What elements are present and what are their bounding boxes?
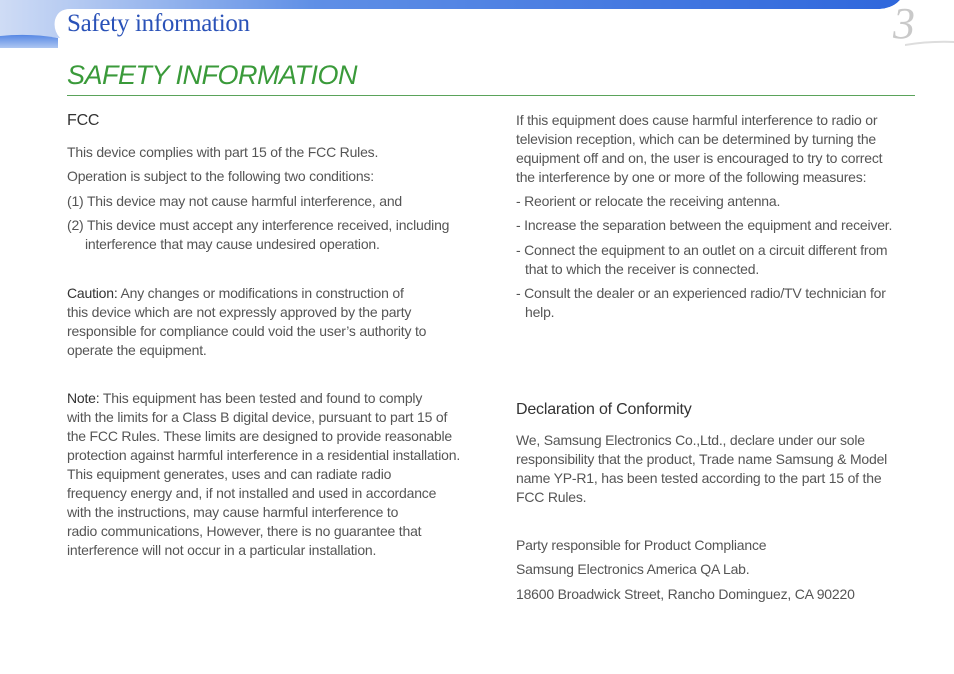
header-title: Safety information	[67, 10, 250, 37]
note-line: with the instructions, may cause harmful interference to	[67, 504, 399, 520]
caution-label: Caution:	[67, 285, 118, 301]
intro-line: television reception, which can be determined by turning the	[516, 131, 876, 147]
condition-1: (1) This device may not cause harmful interference, and	[67, 193, 403, 209]
declaration-paragraph	[516, 431, 887, 507]
note-line: frequency energy and, if not installed and used in accordance	[67, 485, 437, 501]
intro-line: If this equipment does cause harmful interference to radio or	[516, 112, 878, 128]
page-number: 3	[893, 0, 915, 48]
caution-line: this device which are not expressly approved by the party	[67, 304, 412, 320]
responsible-party: Party responsible for Product Compliance	[516, 537, 767, 553]
note-line: This equipment has been tested and found to comply	[99, 390, 423, 406]
fcc-compliance-text: This device complies with part 15 of the FCC Rules.	[67, 144, 379, 160]
note-line: protection against harmful interference in a residential installation.	[67, 447, 461, 463]
note-label: Note:	[67, 390, 100, 406]
caution-line: Any changes or modifications in construction of	[117, 285, 404, 301]
note-paragraph	[67, 389, 460, 560]
measure-3-line: - Connect the equipment to an outlet on a circuit different from	[516, 242, 888, 258]
fcc-heading: FCC	[67, 112, 100, 129]
measure-1: - Reorient or relocate the receiving antenna.	[516, 193, 781, 209]
measure-2: - Increase the separation between the equipment and receiver.	[516, 217, 893, 233]
note-line: with the limits for a Class B digital device, pursuant to part 15 of	[67, 409, 448, 425]
declaration-line: name YP-R1, has been tested according to the part 15 of the	[516, 470, 882, 486]
declaration-heading: Declaration of Conformity	[516, 401, 692, 418]
page-title: SAFETY INFORMATION	[67, 60, 358, 90]
measure-3	[516, 241, 887, 279]
responsible-company: Samsung Electronics America QA Lab.	[516, 561, 750, 577]
measure-4-line: help.	[525, 304, 555, 320]
declaration-line: FCC Rules.	[516, 489, 587, 505]
measure-4	[516, 284, 886, 322]
conditions-intro: Operation is subject to the following two conditions:	[67, 168, 374, 184]
note-line: the FCC Rules. These limits are designed to provide reasonable	[67, 428, 452, 444]
caution-paragraph	[67, 284, 426, 360]
title-divider	[67, 95, 915, 96]
caution-line: operate the equipment.	[67, 342, 207, 358]
condition-2-line: interference that may cause undesired operation.	[85, 236, 380, 252]
declaration-line: responsibility that the product, Trade name Samsung & Model	[516, 451, 888, 467]
note-line: This equipment generates, uses and can radiate radio	[67, 466, 392, 482]
intro-line: equipment off and on, the user is encouraged to try to correct	[516, 150, 883, 166]
condition-2-line: (2) This device must accept any interference received, including	[67, 217, 450, 233]
note-line: radio communications, However, there is no guarantee that	[67, 523, 422, 539]
declaration-line: We, Samsung Electronics Co.,Ltd., declare under our sole	[516, 432, 865, 448]
caution-line: responsible for compliance could void the user’s authority to	[67, 323, 427, 339]
measure-3-line: that to which the receiver is connected.	[525, 261, 760, 277]
intro-line: the interference by one or more of the following measures:	[516, 169, 867, 185]
responsible-address: 18600 Broadwick Street, Rancho Dominguez, CA 90220	[516, 586, 855, 602]
condition-2	[67, 216, 449, 254]
measure-4-line: - Consult the dealer or an experienced radio/TV technician for	[516, 285, 886, 301]
interference-intro	[516, 111, 882, 187]
note-line: interference will not occur in a particular installation.	[67, 542, 377, 558]
